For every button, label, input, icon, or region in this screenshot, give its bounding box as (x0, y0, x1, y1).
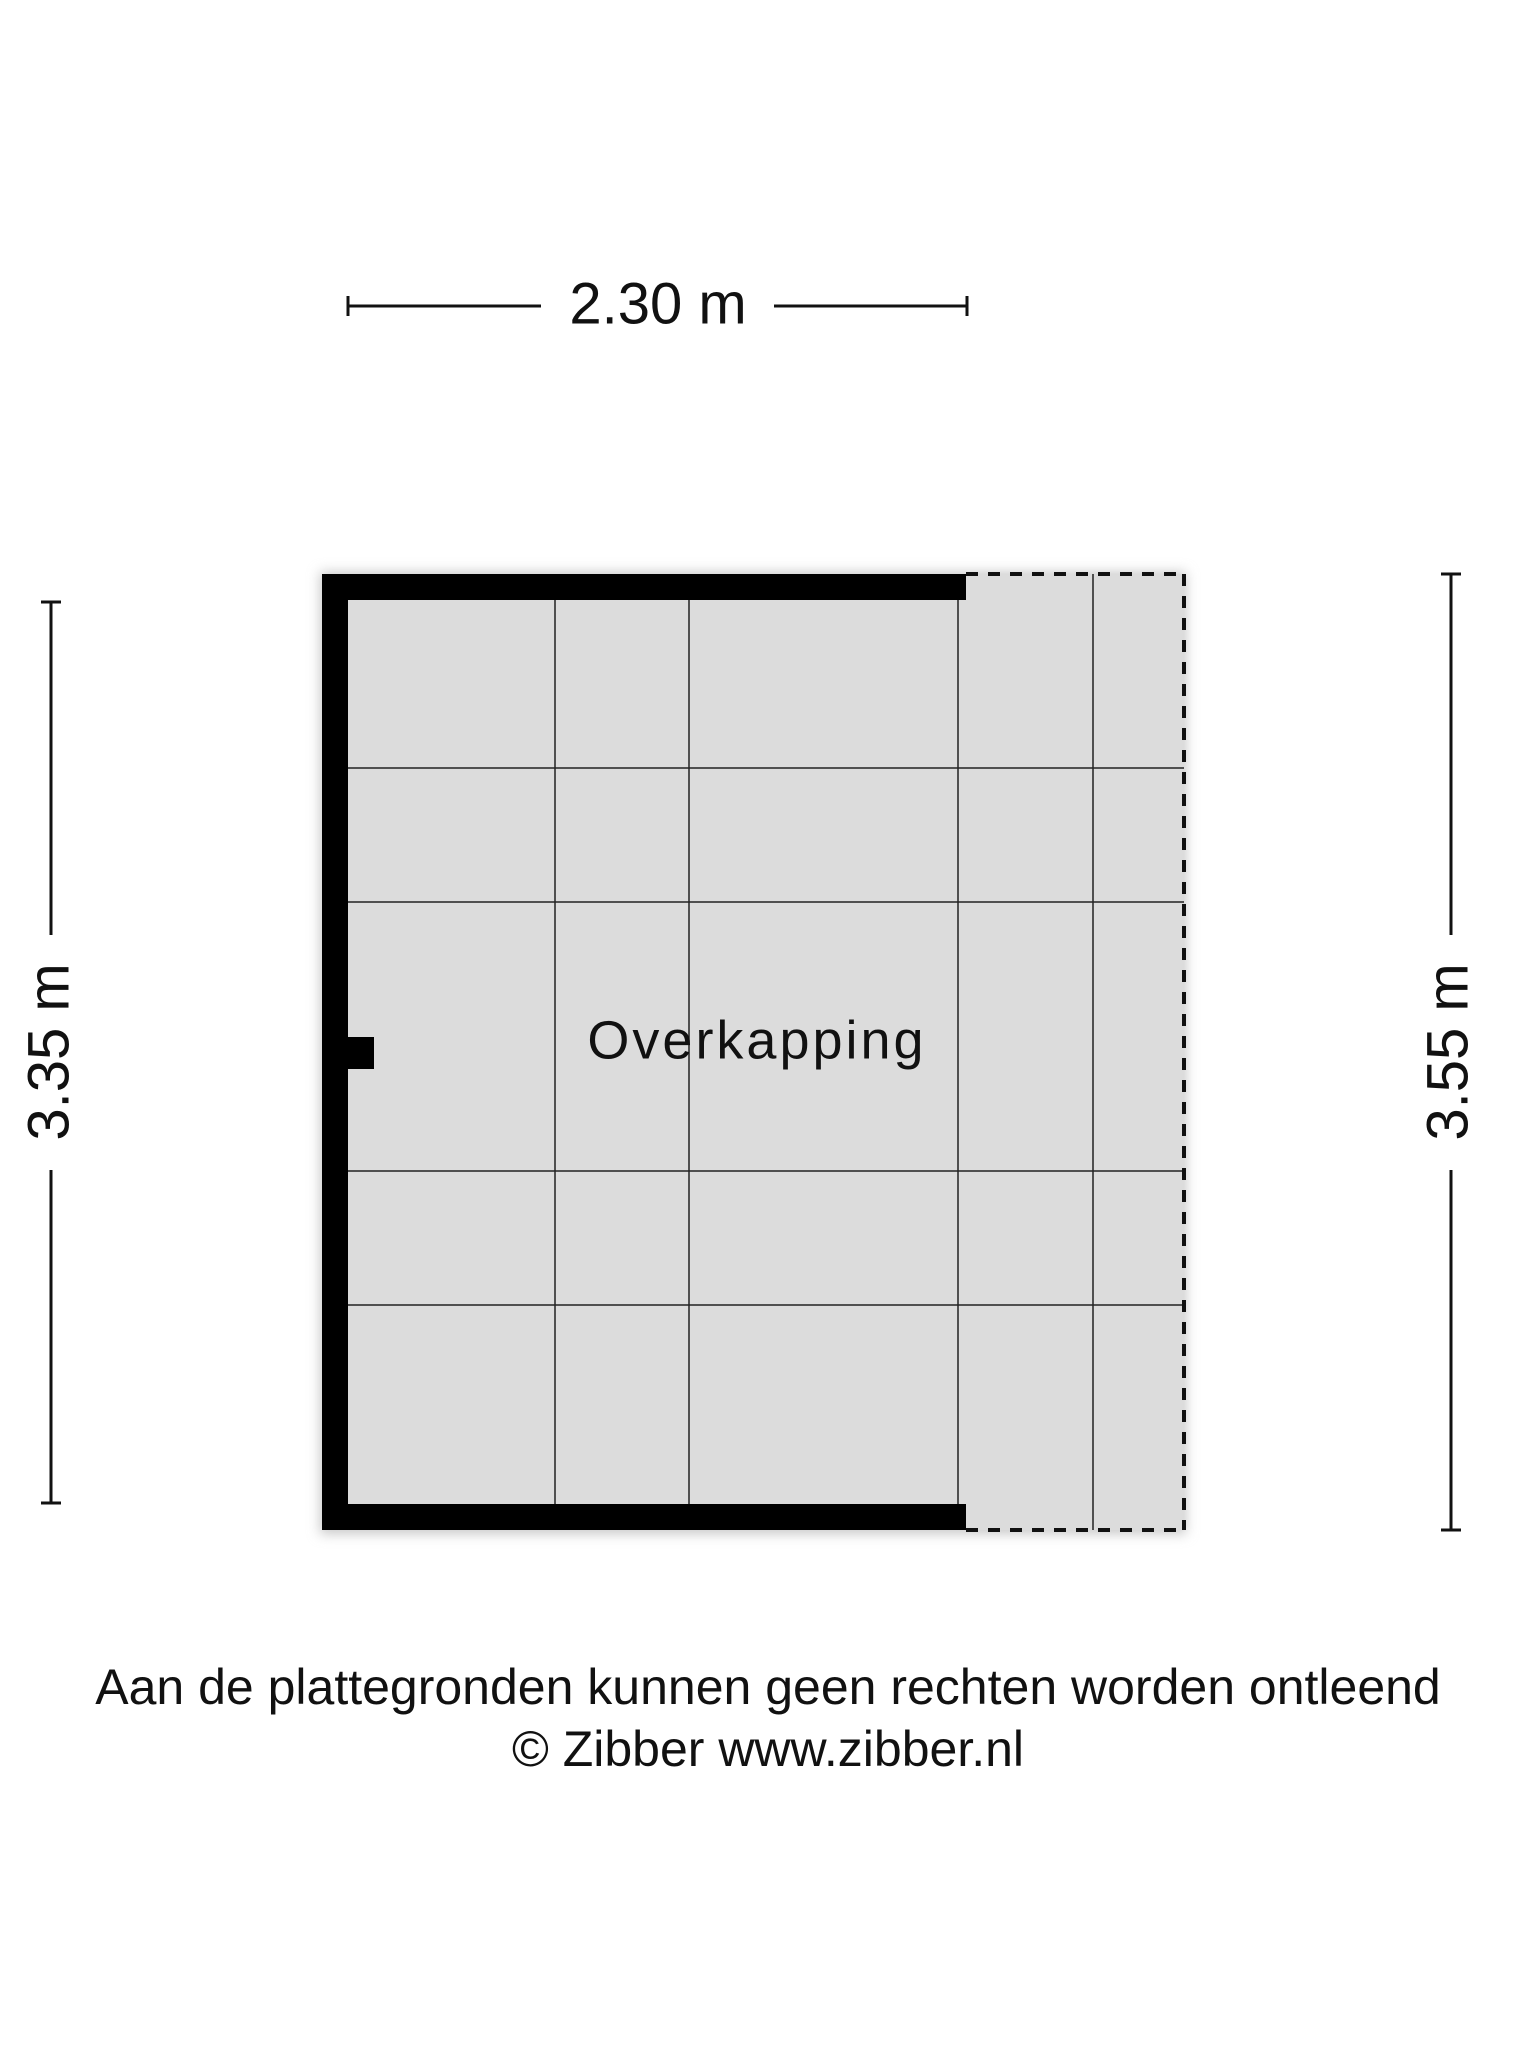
dimension-label-right-height: 3.55 m (1415, 963, 1481, 1141)
wall-top (322, 574, 966, 600)
wall-column (348, 1037, 374, 1069)
disclaimer-text: Aan de plattegronden kunnen geen rechten worden ontleend (95, 1659, 1441, 1715)
room-overkapping (320, 572, 1186, 1534)
dimension-left (16, 602, 81, 1503)
wall-left (322, 574, 348, 1530)
room-label: Overkapping (587, 1010, 927, 1071)
dimension-top (348, 271, 967, 336)
copyright-text: © Zibber www.zibber.nl (511, 1721, 1025, 1777)
dimension-label-left-height: 3.35 m (16, 963, 82, 1141)
wall-bottom (322, 1504, 966, 1530)
dimension-label-width: 2.30 m (569, 271, 747, 337)
dimension-right (1415, 574, 1480, 1530)
